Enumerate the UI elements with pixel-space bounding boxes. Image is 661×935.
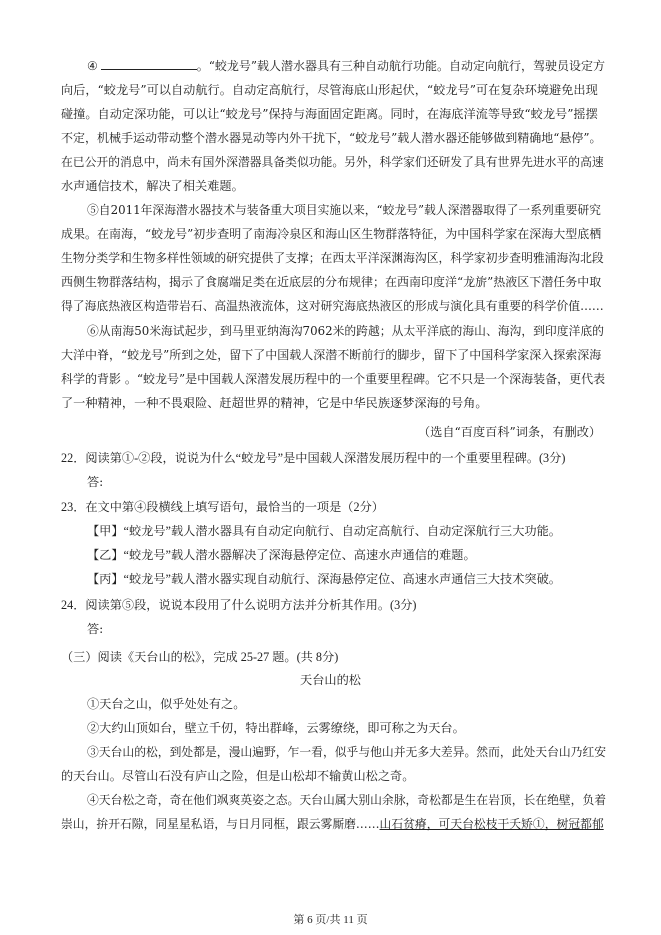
p5-line-2: 成果。在南海，“蛟龙号”初步查明了南海冷泉区和海山区生物群落特征，为中国科学家在深海大型底栖 — [61, 227, 602, 241]
p4-line-6: 水声通信技术，解决了相关难题。 — [61, 179, 244, 193]
s3-para-3-line-1: ③天台山的松，到处都是，漫山遍野，乍一看，似乎与他山并无多大差异。然而，此处天台山乃红安 — [87, 745, 607, 759]
option-bing[interactable]: 【丙】“蛟龙号”载人潜水器实现自动航行、深海悬停定位、高速水声通信三大技术突破。 — [87, 572, 561, 586]
p4-line-5: 在已公开的消息中，尚未有国外深潜器具备类似功能。另外，科学家们还研发了具有世界先进水平的高速 — [61, 155, 604, 169]
p5-line-4: 西侧生物群落结构，揭示了食腐端足类在近底层的分布规律；在西南印度洋“龙旂”热液区下潜任务中取 — [61, 275, 602, 289]
p6-line-3: 科学的背影 。“蛟龙号”是中国载人深潜发展历程中的一个重要里程碑。它不只是一个深海装备，更代表 — [61, 372, 606, 386]
page-number: 第 6 页/共 11 页 — [293, 914, 368, 926]
p6-line-4: 了一种精神，一种不畏艰险、赶超世界的精神，它是中华民族逐梦深海的号角。 — [61, 396, 488, 410]
p4-line-1 — [87, 57, 605, 74]
p5-line-5: 得了海底热液区构造带岩石、高温热液流体，这对研究海底热液区的形成与演化具有重要的科学价值…… — [61, 299, 604, 313]
poem-title: 天台山的松 — [300, 673, 361, 687]
s3-para-1: ①天台之山，似乎处处有之。 — [87, 697, 246, 711]
s3-para-4-line-1: ④天台松之奇，奇在他们飒爽英姿之态。天台山属大别山余脉，奇松都是生在岩顶，长在绝壁，负着 — [87, 793, 607, 807]
s3-para-3-line-2: 的天台山。尽管山石没有庐山之险，但是山松却不输黄山松之奇。 — [61, 769, 415, 783]
p5-line-3: 生物分类学和生物多样性领域的研究提供了支撑；在西太平洋深渊海沟区，科学家初步查明雅浦海沟北段 — [61, 251, 604, 265]
answer-22-label[interactable]: 答: — [87, 475, 104, 489]
option-jia[interactable]: 【甲】“蛟龙号”载人潜水器具有自动定向航行、自动定高航行、自动定深航行三大功能。 — [87, 524, 561, 538]
s3-para-2: ②大约山顶如台，壁立千仞，特出群峰，云雾缭绕，即可称之为天台。 — [87, 721, 465, 735]
section-3-heading: （三）阅读《天台山的松》，完成 25-27 题。(共 8分) — [61, 650, 339, 664]
source-note: （选自“百度百科”词条，有删改） — [418, 425, 602, 439]
p6-line-1: ⑥从南海50米海试起步，到马里亚纳海沟7062米的跨越；从太平洋底的海山、海沟，到印度洋底的 — [87, 324, 604, 338]
s3-para-4-underlined: 山石贫瘠，可天台松枝干夭矫①，树冠都郁 — [379, 817, 604, 831]
p4-text: 。“蛟龙号”载人潜水器具有三种自动航行功能。自动定向航行，驾驶员设定方 — [196, 59, 606, 73]
p6-line-2: 大洋中脊，“蛟龙号”所到之处，留下了中国载人深潜不断前行的脚步，留下了中国科学家深入探索深海 — [61, 348, 602, 362]
question-24: 24．阅读第⑤段，说说本段用了什么说明方法并分析其作用。(3分) — [61, 598, 417, 612]
p4-line-3: 碰撞。自动定深功能，可以让“蛟龙号”保持与海面固定距离。同时，在海底洋流等导致“蛟龙号”摇摆 — [61, 107, 598, 121]
question-22: 22．阅读第①-②段，说说为什么“蛟龙号”是中国载人深潜发展历程中的一个重要里程碑。(3分) — [61, 451, 566, 465]
p4-number: ④ — [87, 59, 98, 73]
fill-in-blank[interactable] — [101, 57, 197, 70]
p4-line-4: 不定，机械手运动带动整个潜水器晃动等内外干扰下，“蛟龙号”载人潜水器还能够做到精确地“悬停”。 — [61, 131, 602, 145]
s3-para-4-line-2 — [61, 816, 604, 832]
p4-line-2: 向后，“蛟龙号”可以自动航行。自动定高航行，尽管海底山形起伏，“蛟龙号”可在复杂环境避免出现 — [61, 83, 598, 97]
answer-24-label[interactable]: 答: — [87, 622, 104, 636]
s3-para-4-plain: 崇山，拚开石隙，同星星私语，与日月同框，跟云雾厮磨…… — [61, 817, 380, 831]
option-yi[interactable]: 【乙】“蛟龙号”载人潜水器解决了深海悬停定位、高速水声通信的难题。 — [87, 548, 476, 562]
question-23: 23．在文中第④段横线上填写语句，最恰当的一项是（2分） — [61, 500, 384, 514]
p5-line-1: ⑤自2011年深海潜水器技术与装备重大项目实施以来，“蛟龙号”载人深潜器取得了一系列重要研究 — [87, 203, 601, 217]
